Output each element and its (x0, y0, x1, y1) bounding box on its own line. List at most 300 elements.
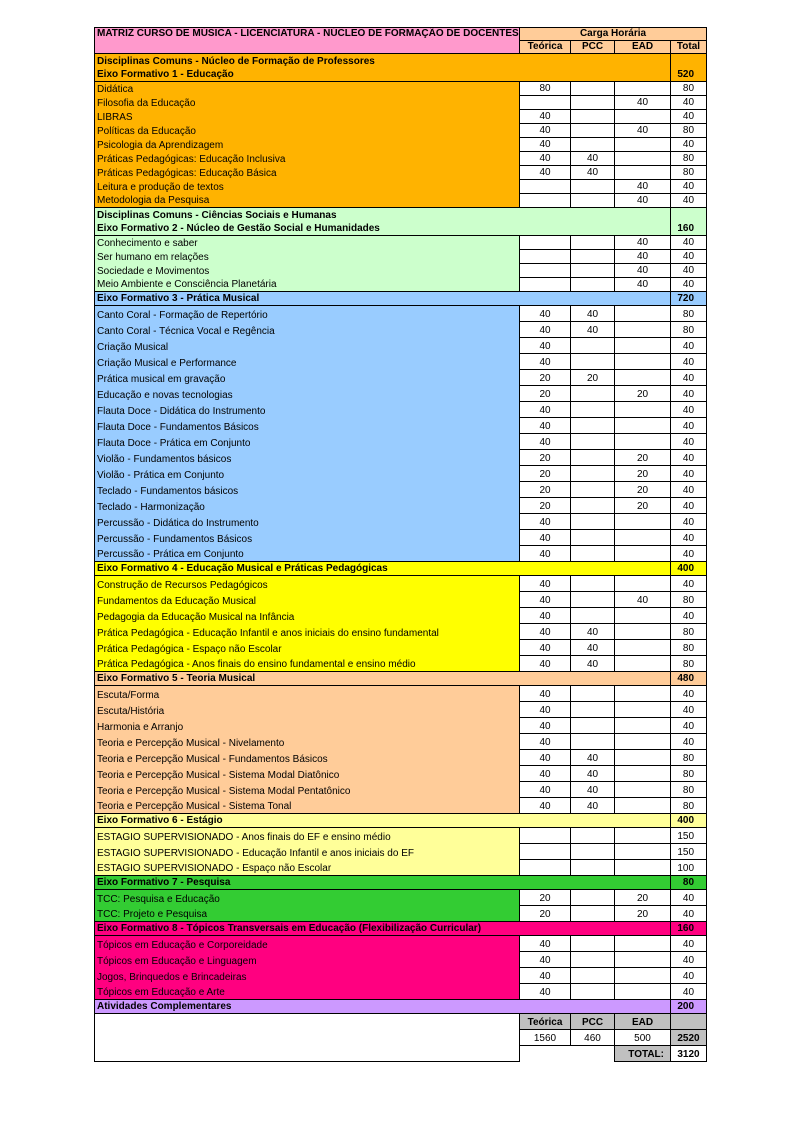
section-header-row (95, 876, 707, 890)
total-hours: 40 (671, 466, 707, 482)
discipline-name: Canto Coral - Técnica Vocal e Regência (95, 322, 520, 338)
pcc-hours (571, 734, 615, 750)
col-header-ead: EAD (615, 41, 671, 54)
pcc-hours: 20 (571, 370, 615, 386)
section-total: 160 (671, 922, 707, 936)
table-row (95, 798, 707, 814)
total-hours: 40 (671, 608, 707, 624)
table-row (95, 96, 707, 110)
discipline-name: Leitura e produção de textos (95, 180, 520, 194)
pcc-hours (571, 952, 615, 968)
total-hours: 40 (671, 702, 707, 718)
table-row (95, 152, 707, 166)
discipline-name: Flauta Doce - Fundamentos Básicos (95, 418, 520, 434)
section-header-row (95, 208, 707, 222)
total-hours: 150 (671, 844, 707, 860)
ead-hours (615, 952, 671, 968)
discipline-name: Filosofia da Educação (95, 96, 520, 110)
ead-hours (615, 844, 671, 860)
discipline-name: Sociedade e Movimentos (95, 264, 520, 278)
total-hours: 80 (671, 592, 707, 608)
ead-hours: 40 (615, 236, 671, 250)
total-hours: 40 (671, 354, 707, 370)
col-header-total: Total (671, 41, 707, 54)
section-total: 480 (671, 672, 707, 686)
table-row (95, 236, 707, 250)
total-hours: 80 (671, 306, 707, 322)
teorica-hours: 40 (520, 306, 571, 322)
teorica-hours: 40 (520, 530, 571, 546)
total-hours: 80 (671, 166, 707, 180)
total-hours: 40 (671, 686, 707, 702)
discipline-name: Canto Coral - Formação de Repertório (95, 306, 520, 322)
pcc-hours (571, 828, 615, 844)
teorica-hours: 40 (520, 718, 571, 734)
discipline-name: Práticas Pedagógicas: Educação Inclusiva (95, 152, 520, 166)
table-row (95, 860, 707, 876)
teorica-hours: 40 (520, 686, 571, 702)
pcc-hours (571, 180, 615, 194)
total-hours: 40 (671, 906, 707, 922)
discipline-name: Teclado - Harmonização (95, 498, 520, 514)
pcc-hours: 40 (571, 782, 615, 798)
total-hours: 40 (671, 278, 707, 292)
discipline-name: Criação Musical e Performance (95, 354, 520, 370)
teorica-hours: 40 (520, 936, 571, 952)
ead-hours (615, 936, 671, 952)
teorica-hours: 40 (520, 750, 571, 766)
ead-hours (615, 514, 671, 530)
pcc-hours (571, 482, 615, 498)
teorica-hours: 20 (520, 906, 571, 922)
section-title: Eixo Formativo 8 - Tópicos Transversais em Educação (Flexibilização Curricular) (95, 922, 671, 936)
teorica-hours: 40 (520, 984, 571, 1000)
pcc-hours (571, 124, 615, 138)
pcc-hours (571, 386, 615, 402)
ead-hours (615, 82, 671, 96)
pcc-hours (571, 278, 615, 292)
total-hours: 40 (671, 482, 707, 498)
table-row (95, 984, 707, 1000)
summary-col-header: PCC (571, 1014, 615, 1030)
summary-header-row (95, 1014, 707, 1030)
total-hours: 80 (671, 798, 707, 814)
discipline-name: TCC: Projeto e Pesquisa (95, 906, 520, 922)
title-row (95, 28, 707, 41)
discipline-name: Prática Pedagógica - Anos finais do ensino fundamental e ensino médio (95, 656, 520, 672)
pcc-hours (571, 530, 615, 546)
table-row (95, 718, 707, 734)
total-hours: 40 (671, 138, 707, 152)
teorica-hours: 20 (520, 466, 571, 482)
ead-hours: 20 (615, 466, 671, 482)
teorica-hours: 20 (520, 370, 571, 386)
teorica-hours: 40 (520, 338, 571, 354)
section-title: Eixo Formativo 2 - Núcleo de Gestão Social e Humanidades (95, 222, 671, 236)
discipline-name: Didática (95, 82, 520, 96)
pcc-hours (571, 686, 615, 702)
total-hours: 40 (671, 194, 707, 208)
pcc-hours (571, 984, 615, 1000)
table-row (95, 936, 707, 952)
table-row (95, 370, 707, 386)
table-row (95, 402, 707, 418)
teorica-hours: 40 (520, 110, 571, 124)
teorica-hours: 40 (520, 418, 571, 434)
ead-hours (615, 306, 671, 322)
total-hours: 80 (671, 124, 707, 138)
total-hours: 80 (671, 640, 707, 656)
discipline-name: Teoria e Percepção Musical - Nivelamento (95, 734, 520, 750)
section-title: Eixo Formativo 6 - Estágio (95, 814, 671, 828)
ead-hours (615, 640, 671, 656)
curriculum-matrix-table (94, 27, 707, 1062)
ead-hours (615, 702, 671, 718)
discipline-name: Conhecimento e saber (95, 236, 520, 250)
discipline-name: Criação Musical (95, 338, 520, 354)
grand-total-value: 3120 (671, 1046, 707, 1062)
total-hours: 80 (671, 82, 707, 96)
discipline-name: Teclado - Fundamentos básicos (95, 482, 520, 498)
ead-hours (615, 110, 671, 124)
total-hours: 40 (671, 450, 707, 466)
table-row (95, 194, 707, 208)
discipline-name: ESTAGIO SUPERVISIONADO - Espaço não Escolar (95, 860, 520, 876)
total-hours: 40 (671, 718, 707, 734)
pcc-hours: 40 (571, 306, 615, 322)
section-title: Eixo Formativo 7 - Pesquisa (95, 876, 671, 890)
table-row (95, 906, 707, 922)
ead-hours (615, 530, 671, 546)
discipline-name: Harmonia e Arranjo (95, 718, 520, 734)
pcc-hours: 40 (571, 656, 615, 672)
total-hours: 40 (671, 576, 707, 592)
summary-value: 460 (571, 1030, 615, 1046)
discipline-name: Flauta Doce - Didática do Instrumento (95, 402, 520, 418)
ead-hours (615, 782, 671, 798)
pcc-hours: 40 (571, 798, 615, 814)
ead-hours: 40 (615, 264, 671, 278)
total-hours: 40 (671, 236, 707, 250)
table-row (95, 166, 707, 180)
discipline-name: Tópicos em Educação e Linguagem (95, 952, 520, 968)
table-row (95, 734, 707, 750)
discipline-name: Percussão - Fundamentos Básicos (95, 530, 520, 546)
discipline-name: Práticas Pedagógicas: Educação Básica (95, 166, 520, 180)
table-row (95, 546, 707, 562)
discipline-name: Violão - Fundamentos básicos (95, 450, 520, 466)
total-hours: 40 (671, 418, 707, 434)
table-row (95, 354, 707, 370)
pcc-hours: 40 (571, 750, 615, 766)
discipline-name: Escuta/Forma (95, 686, 520, 702)
summary-col-header: EAD (615, 1014, 671, 1030)
total-hours: 40 (671, 110, 707, 124)
section-header-row (95, 68, 707, 82)
table-row (95, 514, 707, 530)
pcc-hours (571, 434, 615, 450)
pcc-hours (571, 968, 615, 984)
pcc-hours: 40 (571, 166, 615, 180)
pcc-hours (571, 466, 615, 482)
table-row (95, 592, 707, 608)
teorica-hours: 40 (520, 734, 571, 750)
total-hours: 40 (671, 402, 707, 418)
ead-hours: 40 (615, 124, 671, 138)
discipline-name: LIBRAS (95, 110, 520, 124)
teorica-hours: 40 (520, 576, 571, 592)
section-header-row (95, 672, 707, 686)
table-row (95, 278, 707, 292)
ead-hours (615, 798, 671, 814)
teorica-hours (520, 828, 571, 844)
pcc-hours (571, 236, 615, 250)
pcc-hours (571, 250, 615, 264)
table-row (95, 624, 707, 640)
pcc-hours: 40 (571, 624, 615, 640)
teorica-hours: 40 (520, 640, 571, 656)
discipline-name: Psicologia da Aprendizagem (95, 138, 520, 152)
total-hours: 40 (671, 338, 707, 354)
total-hours: 40 (671, 370, 707, 386)
ead-hours (615, 418, 671, 434)
teorica-hours (520, 180, 571, 194)
discipline-name: ESTAGIO SUPERVISIONADO - Anos finais do EF e ensino médio (95, 828, 520, 844)
teorica-hours: 20 (520, 482, 571, 498)
pcc-hours (571, 498, 615, 514)
ead-hours (615, 434, 671, 450)
table-row (95, 138, 707, 152)
pcc-hours (571, 576, 615, 592)
table-row (95, 608, 707, 624)
teorica-hours (520, 860, 571, 876)
table-row (95, 750, 707, 766)
pcc-hours (571, 402, 615, 418)
section-header-row (95, 54, 707, 68)
table-row (95, 498, 707, 514)
discipline-name: Políticas da Educação (95, 124, 520, 138)
teorica-hours: 20 (520, 386, 571, 402)
discipline-name: Pedagogia da Educação Musical na Infância (95, 608, 520, 624)
teorica-hours: 40 (520, 656, 571, 672)
ead-hours (615, 860, 671, 876)
discipline-name: Percussão - Didática do Instrumento (95, 514, 520, 530)
table-row (95, 782, 707, 798)
teorica-hours (520, 236, 571, 250)
teorica-hours: 40 (520, 952, 571, 968)
table-row (95, 530, 707, 546)
pcc-hours (571, 860, 615, 876)
ead-hours (615, 370, 671, 386)
pcc-hours (571, 338, 615, 354)
ead-hours (615, 338, 671, 354)
ead-hours: 40 (615, 592, 671, 608)
total-hours: 80 (671, 624, 707, 640)
section-header-row (95, 814, 707, 828)
table-row (95, 828, 707, 844)
section-title: Eixo Formativo 3 - Prática Musical (95, 292, 671, 306)
section-header-row (95, 922, 707, 936)
ead-hours (615, 656, 671, 672)
section-title: Disciplinas Comuns - Núcleo de Formação de Professores (95, 54, 671, 68)
ead-hours (615, 750, 671, 766)
teorica-hours: 40 (520, 402, 571, 418)
summary-value: 1560 (520, 1030, 571, 1046)
discipline-name: Percussão - Prática em Conjunto (95, 546, 520, 562)
teorica-hours: 40 (520, 322, 571, 338)
total-hours: 40 (671, 530, 707, 546)
discipline-name: Prática Pedagógica - Educação Infantil e anos iniciais do ensino fundamental (95, 624, 520, 640)
ead-hours (615, 402, 671, 418)
teorica-hours (520, 264, 571, 278)
discipline-name: Prática Pedagógica - Espaço não Escolar (95, 640, 520, 656)
ead-hours: 40 (615, 250, 671, 264)
ead-hours (615, 166, 671, 180)
total-hours: 40 (671, 498, 707, 514)
total-hours: 40 (671, 734, 707, 750)
discipline-name: Teoria e Percepção Musical - Sistema Modal Diatônico (95, 766, 520, 782)
ead-hours: 20 (615, 482, 671, 498)
ead-hours: 20 (615, 450, 671, 466)
table-row (95, 124, 707, 138)
pcc-hours (571, 718, 615, 734)
teorica-hours: 20 (520, 450, 571, 466)
ead-hours: 40 (615, 194, 671, 208)
workload-group-header: Carga Horária (520, 28, 707, 41)
teorica-hours: 80 (520, 82, 571, 96)
total-hours: 100 (671, 860, 707, 876)
total-hours: 40 (671, 250, 707, 264)
pcc-hours (571, 450, 615, 466)
teorica-hours: 40 (520, 702, 571, 718)
pcc-hours (571, 890, 615, 906)
pcc-hours (571, 194, 615, 208)
section-title: Eixo Formativo 1 - Educação (95, 68, 671, 82)
teorica-hours: 20 (520, 890, 571, 906)
teorica-hours: 40 (520, 798, 571, 814)
discipline-name: Escuta/História (95, 702, 520, 718)
section-total: 520 (671, 54, 707, 82)
pcc-hours (571, 418, 615, 434)
table-row (95, 576, 707, 592)
teorica-hours: 40 (520, 608, 571, 624)
total-hours: 40 (671, 936, 707, 952)
grand-total-label: TOTAL: (615, 1046, 671, 1062)
table-row (95, 952, 707, 968)
total-hours: 40 (671, 984, 707, 1000)
discipline-name: Construção de Recursos Pedagógicos (95, 576, 520, 592)
total-hours: 40 (671, 386, 707, 402)
total-hours: 80 (671, 750, 707, 766)
ead-hours: 40 (615, 278, 671, 292)
discipline-name: Ser humano em relações (95, 250, 520, 264)
table-row (95, 890, 707, 906)
section-title: Atividades Complementares (95, 1000, 671, 1014)
discipline-name: TCC: Pesquisa e Educação (95, 890, 520, 906)
pcc-hours (571, 608, 615, 624)
discipline-name: Teoria e Percepção Musical - Fundamentos Básicos (95, 750, 520, 766)
total-hours: 80 (671, 322, 707, 338)
pcc-hours (571, 110, 615, 124)
teorica-hours (520, 250, 571, 264)
pcc-hours (571, 702, 615, 718)
pcc-hours (571, 844, 615, 860)
ead-hours (615, 322, 671, 338)
teorica-hours: 40 (520, 968, 571, 984)
total-hours: 40 (671, 968, 707, 984)
discipline-name: Educação e novas tecnologias (95, 386, 520, 402)
section-header-row (95, 292, 707, 306)
table-row (95, 702, 707, 718)
teorica-hours (520, 194, 571, 208)
ead-hours (615, 718, 671, 734)
ead-hours (615, 152, 671, 166)
teorica-hours: 40 (520, 138, 571, 152)
discipline-name: Meio Ambiente e Consciência Planetária (95, 278, 520, 292)
pcc-hours: 40 (571, 322, 615, 338)
table-row (95, 844, 707, 860)
discipline-name: Tópicos em Educação e Corporeidade (95, 936, 520, 952)
total-hours: 80 (671, 782, 707, 798)
summary-empty (520, 1046, 571, 1062)
teorica-hours: 40 (520, 166, 571, 180)
col-header-pcc: PCC (571, 41, 615, 54)
section-total: 160 (671, 208, 707, 236)
total-hours: 40 (671, 546, 707, 562)
pcc-hours (571, 264, 615, 278)
ead-hours (615, 608, 671, 624)
total-hours: 80 (671, 766, 707, 782)
table-row (95, 250, 707, 264)
discipline-name: Violão - Prática em Conjunto (95, 466, 520, 482)
discipline-name: Teoria e Percepção Musical - Sistema Modal Pentatônico (95, 782, 520, 798)
pcc-hours (571, 354, 615, 370)
total-hours: 80 (671, 152, 707, 166)
ead-hours (615, 968, 671, 984)
pcc-hours (571, 82, 615, 96)
teorica-hours: 40 (520, 546, 571, 562)
teorica-hours: 40 (520, 624, 571, 640)
teorica-hours: 40 (520, 124, 571, 138)
teorica-hours: 20 (520, 498, 571, 514)
section-total: 400 (671, 562, 707, 576)
summary-blank (95, 1014, 520, 1062)
teorica-hours: 40 (520, 152, 571, 166)
ead-hours (615, 138, 671, 152)
ead-hours: 20 (615, 890, 671, 906)
total-hours: 150 (671, 828, 707, 844)
table-row (95, 482, 707, 498)
table-row (95, 322, 707, 338)
discipline-name: Teoria e Percepção Musical - Sistema Tonal (95, 798, 520, 814)
ead-hours (615, 624, 671, 640)
summary-col-header: Teórica (520, 1014, 571, 1030)
table-row (95, 766, 707, 782)
section-total: 720 (671, 292, 707, 306)
table-row (95, 306, 707, 322)
discipline-name: Fundamentos da Educação Musical (95, 592, 520, 608)
table-row (95, 82, 707, 96)
pcc-hours (571, 592, 615, 608)
teorica-hours: 40 (520, 354, 571, 370)
section-total: 400 (671, 814, 707, 828)
total-hours: 40 (671, 514, 707, 530)
section-header-row (95, 222, 707, 236)
col-header-teorica: Teórica (520, 41, 571, 54)
total-hours: 80 (671, 656, 707, 672)
matrix-title: MATRIZ CURSO DE MÚSICA - LICENCIATURA - NÚCLEO DE FORMAÇÃO DE DOCENTES (95, 28, 520, 54)
table-row (95, 110, 707, 124)
